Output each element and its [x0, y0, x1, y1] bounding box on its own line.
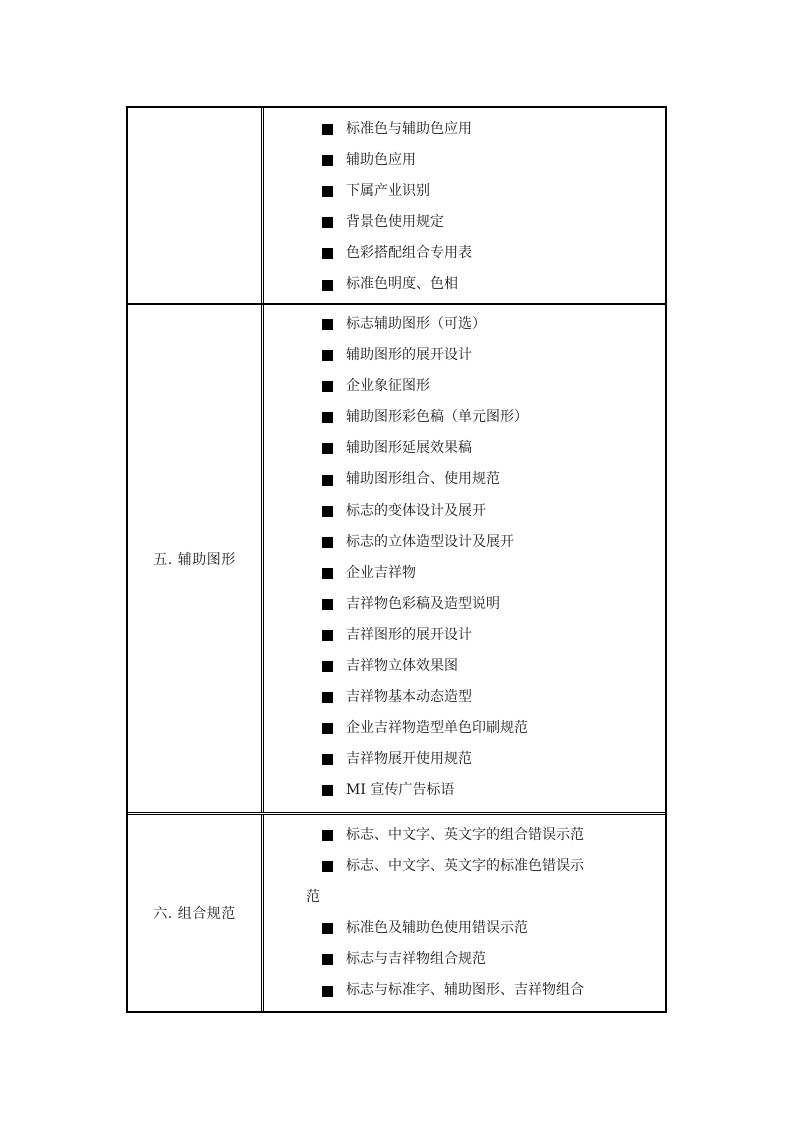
list-item: 标准色明度、色相 [322, 269, 635, 300]
black-square-icon [322, 785, 333, 796]
black-square-icon [322, 443, 333, 454]
list-item: 企业吉祥物造型单色印刷规范 [322, 713, 635, 744]
black-square-icon [322, 923, 333, 934]
black-square-icon [322, 723, 333, 734]
category-cell [128, 815, 264, 1011]
table-row [128, 108, 665, 305]
black-square-icon [322, 319, 333, 330]
table-row [128, 815, 665, 1011]
list-item: 辅助图形彩色稿（单元图形） [322, 402, 635, 433]
items-cell [264, 305, 665, 812]
items-cell [264, 815, 665, 1011]
list-item: 企业象征图形 [322, 371, 635, 402]
list-item: 标志与标准字、辅助图形、吉祥物组合 [322, 975, 635, 1006]
black-square-icon [322, 217, 333, 228]
black-square-icon [322, 954, 333, 965]
list-item: 吉祥物色彩稿及造型说明 [322, 589, 635, 620]
black-square-icon [322, 350, 333, 361]
list-item: 吉祥物立体效果图 [322, 651, 635, 682]
list-item: 企业吉祥物 [322, 558, 635, 589]
black-square-icon [322, 124, 333, 135]
list-item: 下属产业识别 [322, 176, 635, 207]
black-square-icon [322, 661, 333, 672]
list-item: 辅助图形的展开设计 [322, 340, 635, 371]
list-item: 背景色使用规定 [322, 207, 635, 238]
list-item: 标志的立体造型设计及展开 [322, 527, 635, 558]
black-square-icon [322, 692, 333, 703]
black-square-icon [322, 475, 333, 486]
list-item: 吉祥图形的展开设计 [322, 620, 635, 651]
category-cell [128, 108, 264, 303]
list-item: MI 宣传广告标语 [322, 775, 635, 806]
list-item: 标准色与辅助色应用 [322, 114, 635, 145]
black-square-icon [322, 186, 333, 197]
list-item: 标志辅助图形（可选） [322, 309, 635, 340]
list-item: 吉祥物基本动态造型 [322, 682, 635, 713]
black-square-icon [322, 280, 333, 291]
category-cell [128, 305, 264, 812]
black-square-icon [322, 830, 333, 841]
list-item: 标准色及辅助色使用错误示范 [322, 913, 635, 944]
category-label: 五. 辅助图形 [153, 551, 236, 568]
black-square-icon [322, 506, 333, 517]
black-square-icon [322, 599, 333, 610]
items-cell [264, 108, 665, 303]
list-item: 吉祥物展开使用规范 [322, 744, 635, 775]
list-item: 辅助色应用 [322, 145, 635, 176]
black-square-icon [322, 630, 333, 641]
category-label: 六. 组合规范 [153, 906, 236, 922]
black-square-icon [322, 381, 333, 392]
black-square-icon [322, 861, 333, 872]
black-square-icon [322, 248, 333, 259]
list-item: 色彩搭配组合专用表 [322, 238, 635, 269]
list-item-continuation: 范 [306, 889, 320, 906]
list-item: 辅助图形延展效果稿 [322, 433, 635, 464]
black-square-icon [322, 412, 333, 423]
list-item: 辅助图形组合、使用规范 [322, 464, 635, 495]
list-item: 标志、中文字、英文字的标准色错误示 [322, 851, 635, 882]
black-square-icon [322, 537, 333, 548]
list-item: 标志、中文字、英文字的组合错误示范 [322, 820, 635, 851]
black-square-icon [322, 568, 333, 579]
black-square-icon [322, 754, 333, 765]
black-square-icon [322, 155, 333, 166]
table-row [128, 305, 665, 815]
black-square-icon [322, 986, 333, 997]
list-item: 标志与吉祥物组合规范 [322, 944, 635, 975]
vi-contents-table [126, 106, 667, 1013]
list-item: 标志的变体设计及展开 [322, 496, 635, 527]
